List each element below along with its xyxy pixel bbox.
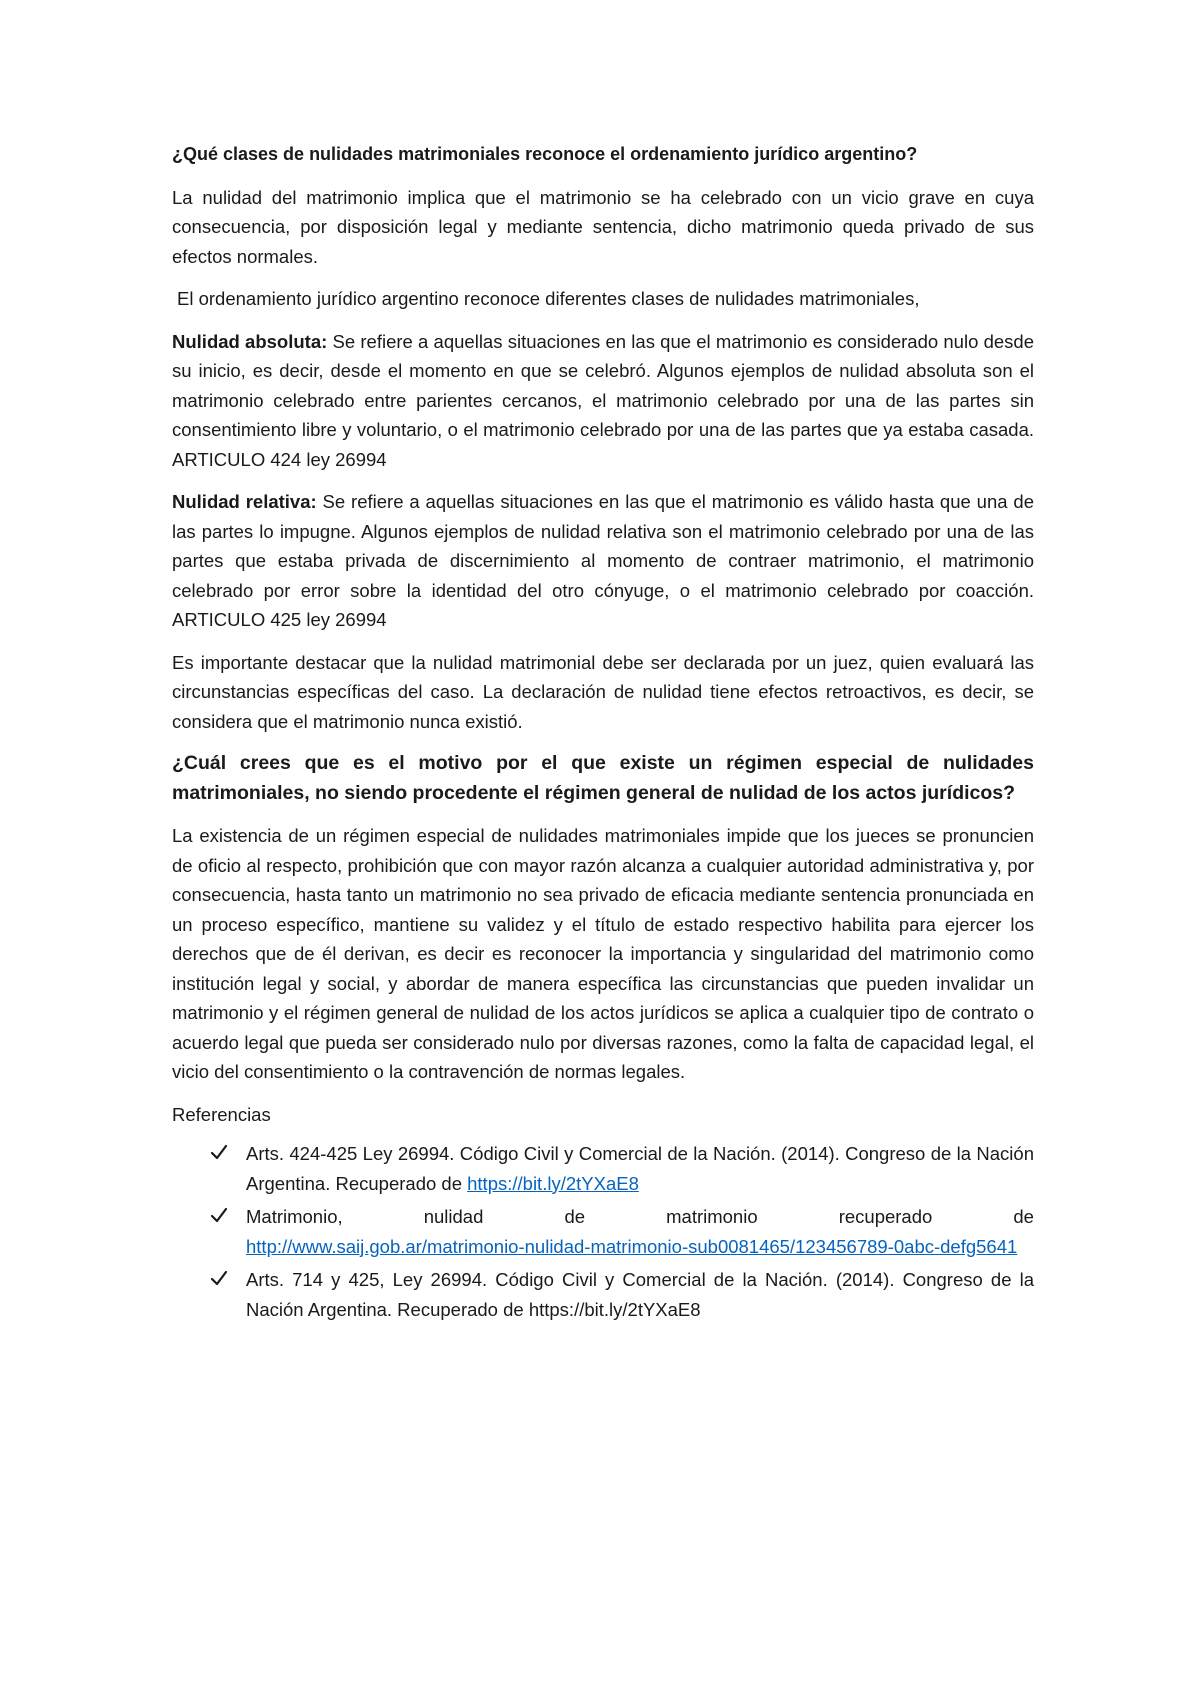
reference-word: matrimonio xyxy=(666,1206,758,1227)
reference-link[interactable]: http://www.saij.gob.ar/matrimonio-nulidad-matrimonio-sub0081465/123456789-0abc-defg5641 xyxy=(246,1235,1018,1257)
reference-text xyxy=(246,1202,1034,1232)
references-list xyxy=(172,1139,1034,1324)
answer-2-paragraph: La existencia de un régimen especial de nulidades matrimoniales impide que los jueces se pronuncien de oficio al respecto, prohibición que con mayor razón alcanza a cualquier autoridad administrativa y, por consecuencia, hasta tanto un matrimonio no sea privado de eficacia mediante sentencia pronunciada en un proceso específico, mantiene su validez y el título de estado respectivo habilita para ejercer los derechos que de él derivan, es decir es reconocer la importancia y singularidad del matrimonio como institución legal y social, y abordar de manera específica las circunstancias que pueden invalidar un matrimonio y el régimen general de nulidad de los actos jurídicos se aplica a cualquier tipo de contrato o acuerdo legal que pueda ser considerado nulo por diversas razones, como la falta de capacidad legal, el vicio del consentimiento o la contravención de normas legales. xyxy=(172,825,1034,1082)
absolute-nullity-paragraph xyxy=(172,327,1034,475)
relative-nullity-paragraph xyxy=(172,487,1034,635)
question-2-heading: ¿Cuál crees que es el motivo por el que existe un régimen especial de nulidades matrimoniales, no siendo procedente el régimen general de nulidad de los actos jurídicos? xyxy=(172,752,1034,804)
references-title: Referencias xyxy=(172,1103,271,1125)
reference-word: de xyxy=(564,1206,586,1227)
document-page xyxy=(172,140,1034,1328)
judge-paragraph: Es importante destacar que la nulidad matrimonial debe ser declarada por un juez, quien evaluará las circunstancias específicas del caso. La declaración de nulidad tiene efectos retroactivos, es decir, se considera que el matrimonio nunca existió. xyxy=(172,651,1034,732)
reference-item xyxy=(172,1265,1034,1324)
reference-link[interactable]: https://bit.ly/2tYXaE8 xyxy=(467,1172,639,1194)
absolute-nullity-term: Nulidad absoluta: xyxy=(172,330,328,352)
check-icon xyxy=(210,1206,228,1224)
check-icon xyxy=(210,1269,228,1287)
reference-word: de xyxy=(1013,1206,1034,1227)
reference-item xyxy=(172,1139,1034,1198)
relative-nullity-text: Se refiere a aquellas situaciones en las que el matrimonio es válido hasta que una de las partes lo impugne. Algunos ejemplos de nulidad relativa son el matrimonio celebrado por una de las partes que estaba privada de discernimiento al momento de contraer matrimonio, el matrimonio celebrado por error sobre la identidad del otro cónyuge, o el matrimonio celebrado por coacción. ARTICULO 425 ley 26994 xyxy=(172,491,1034,630)
reference-item xyxy=(172,1202,1034,1261)
question-1-heading: ¿Qué clases de nulidades matrimoniales reconoce el ordenamiento jurídico argentino? xyxy=(172,144,918,164)
check-icon xyxy=(210,1143,228,1161)
reference-word: nulidad xyxy=(423,1206,484,1227)
reference-word: recuperado xyxy=(838,1206,933,1227)
absolute-nullity-text: Se refiere a aquellas situaciones en las que el matrimonio es considerado nulo desde su inicio, es decir, desde el momento en que se celebró. Algunos ejemplos de nulidad absoluta son el matrimonio celebrado entre parientes cercanos, el matrimonio celebrado por una de las partes sin consentimiento libre y voluntario, o el matrimonio celebrado por una de las partes que ya estaba casada. ARTICULO 424 ley 26994 xyxy=(172,330,1035,470)
classes-intro-paragraph: El ordenamiento jurídico argentino reconoce diferentes clases de nulidades matrimoniales, xyxy=(177,288,920,309)
reference-text: Arts. 714 y 425, Ley 26994. Código Civil y Comercial de la Nación. (2014). Congreso de la Nación Argentina. Recuperado de https://bit.ly/2tYXaE8 xyxy=(246,1269,1034,1320)
reference-word: Matrimonio, xyxy=(246,1206,343,1227)
relative-nullity-term: Nulidad relativa: xyxy=(172,491,317,512)
reference-text: Arts. 424-425 Ley 26994. Código Civil y Comercial de la Nación. (2014). Congreso de la Nación Argentina. Recuperado de xyxy=(246,1143,1034,1194)
intro-paragraph: La nulidad del matrimonio implica que el matrimonio se ha celebrado con un vicio grave en cuya consecuencia, por disposición legal y mediante sentencia, dicho matrimonio queda privado de sus efectos normales. xyxy=(172,186,1034,267)
